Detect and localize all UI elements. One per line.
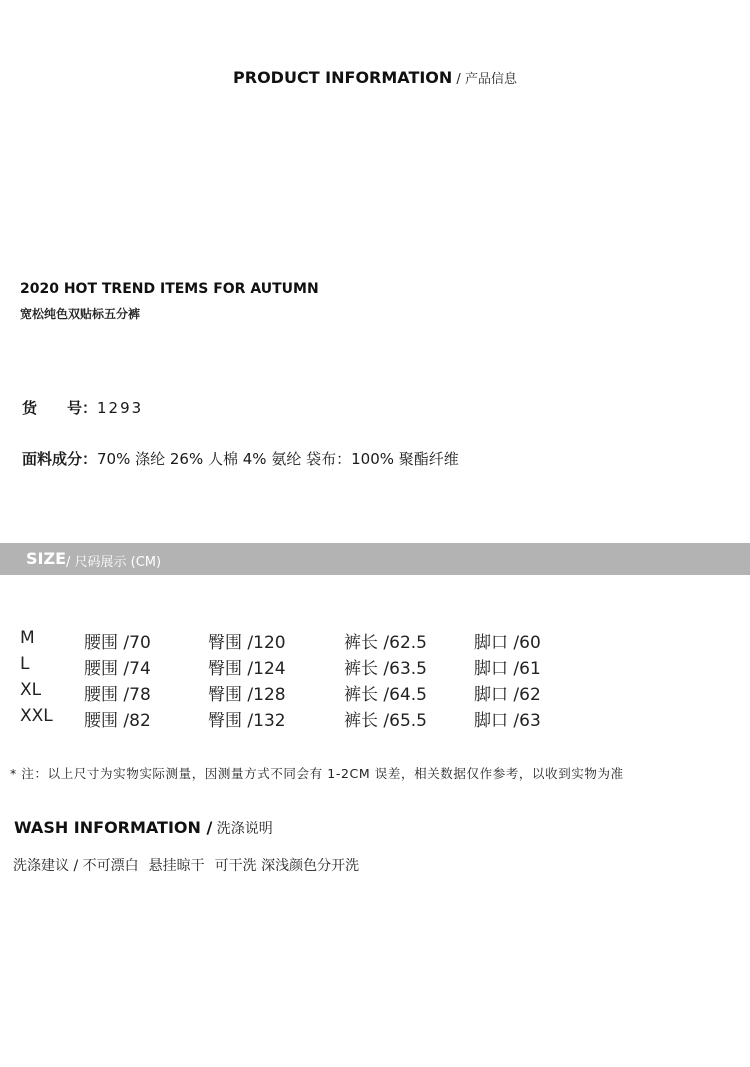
wash-information-title-cn: 洗涤说明 <box>212 821 273 837</box>
wash-information-title <box>14 818 273 838</box>
product-information-title <box>0 68 750 87</box>
hem-measurement: 脚口 /60 <box>474 633 541 653</box>
waist-measurement: 腰围 /78 <box>84 685 151 705</box>
item-number-label: 货 号： <box>22 399 98 417</box>
hip-measurement: 臀围 /128 <box>208 685 286 705</box>
wash-advice-hang-dry: 悬挂晾干 <box>148 858 205 874</box>
waist-measurement: 腰围 /70 <box>84 633 151 653</box>
item-number <box>22 397 143 418</box>
size-section-banner <box>0 543 750 575</box>
fabric-composition-value: 70% 涤纶 26% 人棉 4% 氨纶 袋布：100% 聚酯纤维 <box>97 450 459 468</box>
waist-measurement: 腰围 /82 <box>84 711 151 731</box>
size-label: XL <box>20 680 42 700</box>
size-label: M <box>20 628 35 648</box>
wash-advice-dry-clean: 可干洗 深浅颜色分开洗 <box>214 858 360 874</box>
size-section-title-cn: / 尺码展示 (CM) <box>66 555 162 570</box>
length-measurement: 裤长 /62.5 <box>344 633 427 653</box>
length-measurement: 裤长 /64.5 <box>344 685 427 705</box>
length-measurement: 裤长 /63.5 <box>344 659 427 679</box>
hip-measurement: 臀围 /124 <box>208 659 286 679</box>
product-information-title-en: PRODUCT INFORMATION <box>233 68 453 87</box>
size-chart <box>20 628 720 732</box>
hip-measurement: 臀围 /120 <box>208 633 286 653</box>
size-section-title-en: SIZE <box>26 549 67 568</box>
wash-information-title-en: WASH INFORMATION / <box>14 818 213 837</box>
size-label: L <box>20 654 30 674</box>
item-number-value: 1293 <box>97 399 144 417</box>
fabric-composition <box>22 448 459 469</box>
hem-measurement: 脚口 /63 <box>474 711 541 731</box>
size-row-xl <box>20 680 720 706</box>
hem-measurement: 脚口 /61 <box>474 659 541 679</box>
wash-advice <box>13 855 359 875</box>
measurement-note: * 注：以上尺寸为实物实际测量，因测量方式不同会有 1-2CM 误差，相关数据仅作参考，以收到实物为准 <box>10 766 624 781</box>
size-row-m <box>20 628 720 654</box>
trend-title-en: 2020 HOT TREND ITEMS FOR AUTUMN <box>20 281 319 297</box>
wash-advice-no-bleach: 洗涤建议 / 不可漂白 <box>13 858 139 874</box>
hem-measurement: 脚口 /62 <box>474 685 541 705</box>
length-measurement: 裤长 /65.5 <box>344 711 427 731</box>
size-label: XXL <box>20 706 53 726</box>
size-row-l <box>20 654 720 680</box>
waist-measurement: 腰围 /74 <box>84 659 151 679</box>
size-row-xxl <box>20 706 720 732</box>
product-information-title-cn: / 产品信息 <box>452 72 517 87</box>
hip-measurement: 臀围 /132 <box>208 711 286 731</box>
trend-title-cn: 宽松纯色双贴标五分裤 <box>20 307 141 321</box>
fabric-composition-label: 面料成分： <box>22 450 98 468</box>
